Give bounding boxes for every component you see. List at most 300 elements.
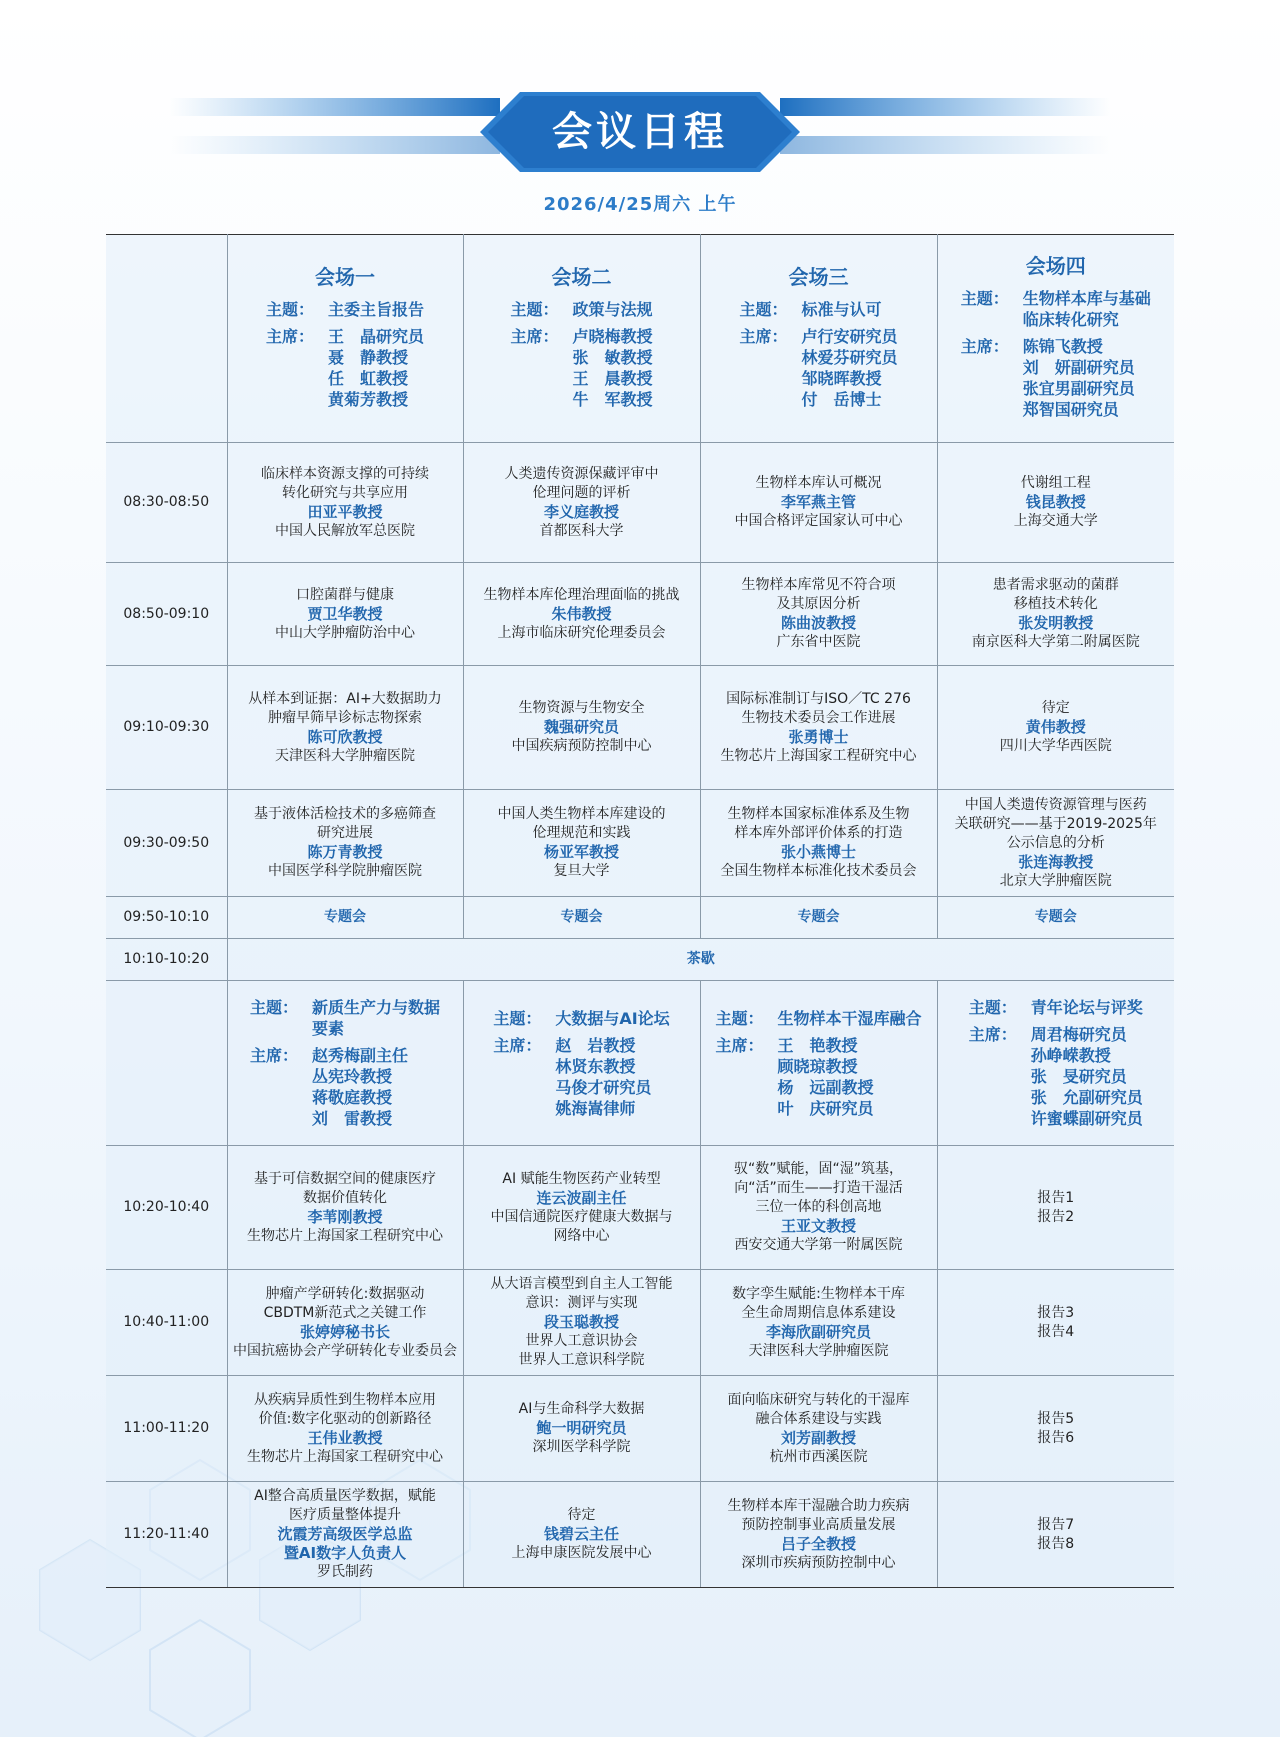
- chair-name: 杨 远副教授: [777, 1077, 874, 1097]
- talk-title: 数字孪生赋能:生物样本干库: [732, 1285, 905, 1302]
- chair-name: 王 艳教授: [777, 1035, 858, 1055]
- talk-title: 临床样本资源支撑的可持续: [261, 465, 429, 482]
- talk-title: 从疾病异质性到生物样本应用: [254, 1391, 436, 1408]
- time-slot: 10:40-11:00: [106, 1270, 227, 1376]
- talk-cell: [937, 1146, 1174, 1270]
- chair-label: 主席：: [510, 326, 559, 346]
- talk-title: 生物样本库认可概况: [755, 475, 882, 491]
- report-item: 报告3: [1037, 1304, 1075, 1321]
- talk-organization: 天津医科大学肿瘤医院: [275, 747, 415, 764]
- talk-title: 全生命周期信息体系建设: [741, 1304, 896, 1321]
- talk-info: [703, 1285, 935, 1361]
- theme-label: 主题：: [493, 1008, 542, 1028]
- chair-name: 张 敏教授: [572, 347, 653, 367]
- special-session-label: 专题会: [227, 897, 463, 939]
- theme-label: 主题：: [968, 998, 1017, 1017]
- talk-title: 公示信息的分析: [1006, 834, 1105, 851]
- chair-name: 卢晓梅教授: [572, 326, 653, 346]
- talk-cell: [463, 1482, 700, 1588]
- chair-name: 张 旻研究员: [1030, 1067, 1127, 1086]
- chair-name: 刘 雷教授: [311, 1109, 392, 1128]
- venue-chairs: [493, 1035, 669, 1119]
- talk-speaker: 田亚平教授: [307, 502, 383, 521]
- talk-title: CBDTM新范式之关键工作: [263, 1304, 427, 1321]
- talk-cell: [700, 1376, 937, 1482]
- chair-label: 主席：: [960, 337, 1009, 356]
- chair-name: 刘 妍副研究员: [1022, 358, 1135, 377]
- talk-info: [703, 805, 935, 881]
- venue-header-row: [106, 235, 1174, 443]
- schedule-row: [106, 1270, 1174, 1376]
- talk-title: 伦理问题的评析: [532, 484, 631, 501]
- venue-header-cell: [937, 981, 1174, 1146]
- talk-info: [230, 805, 461, 881]
- chair-label: 主席：: [715, 1035, 764, 1055]
- talk-organization: 世界人工意识协会: [525, 1333, 638, 1349]
- theme-line: 大数据与AI论坛: [555, 1008, 670, 1028]
- special-session-row: [106, 897, 1174, 939]
- talk-cell: [227, 1146, 463, 1270]
- talk-info: [466, 1275, 698, 1370]
- chair-name: 林贤东教授: [555, 1056, 636, 1076]
- theme-text: [555, 1008, 669, 1029]
- talk-title: 生物样本库伦理治理面临的挑战: [483, 586, 680, 603]
- venue-name: 会场一: [315, 264, 375, 289]
- talk-organization: 网络中心: [553, 1227, 610, 1244]
- report-list: [940, 1516, 1173, 1554]
- talk-title: 转化研究与共享应用: [282, 484, 408, 501]
- talk-speaker: 杨亚军教授: [543, 843, 619, 861]
- talk-speaker: 张勇博士: [788, 727, 849, 746]
- talk-info: [466, 805, 698, 881]
- talk-cell: [463, 443, 700, 563]
- talk-organization: 杭州市西溪医院: [769, 1448, 868, 1465]
- talk-title: 口腔菌群与健康: [296, 586, 394, 603]
- talk-title: 基于液体活检技术的多癌筛查: [254, 806, 436, 822]
- talk-title: 研究进展: [317, 825, 373, 841]
- talk-speaker: 李海欣副研究员: [765, 1322, 871, 1341]
- theme-text: [1031, 997, 1143, 1018]
- theme-line: 标准与认可: [801, 299, 882, 319]
- chair-name: 姚海嵩律师: [555, 1098, 636, 1118]
- talk-info: [466, 1400, 698, 1457]
- talk-info: [230, 1487, 461, 1582]
- talk-organization: 深圳医学科学院: [532, 1439, 631, 1455]
- talk-info: [940, 699, 1173, 756]
- talk-cell: [463, 1376, 700, 1482]
- chair-name: 孙峥嵘教授: [1030, 1046, 1111, 1065]
- talk-info: [466, 1506, 698, 1563]
- page-title: 会议日程: [552, 109, 728, 155]
- theme-label: 主题：: [739, 299, 788, 319]
- venue-chairs: [250, 1045, 440, 1129]
- chair-name: 聂 静教授: [327, 347, 408, 367]
- talk-speaker: 刘芳副教授: [780, 1428, 856, 1447]
- talk-title: AI整合高质量医学数据，赋能: [254, 1488, 436, 1504]
- talk-organization: 复旦大学: [553, 863, 610, 879]
- talk-title: 医疗质量整体提升: [289, 1507, 401, 1523]
- talk-title: 中国人类遗传资源管理与医药: [964, 796, 1147, 813]
- talk-info: [230, 1285, 461, 1361]
- venue-theme: [510, 299, 652, 320]
- talk-title: 样本库外部评价体系的打造: [734, 825, 903, 841]
- talk-title: 基于可信数据空间的健康医疗: [254, 1170, 436, 1187]
- venue-info: [266, 299, 424, 410]
- venue-info: [493, 1008, 669, 1119]
- talk-speaker: 陈万青教授: [307, 843, 383, 861]
- theme-label: 主题：: [265, 299, 314, 319]
- talk-cell: [700, 563, 937, 666]
- talk-title: 待定: [567, 1507, 596, 1523]
- report-list: [940, 1189, 1173, 1227]
- venue-chairs: [715, 1035, 921, 1119]
- talk-cell: [937, 563, 1174, 666]
- talk-title: 伦理规范和实践: [532, 825, 631, 841]
- schedule-table: [106, 234, 1174, 1588]
- venue-chairs: [510, 326, 652, 410]
- talk-cell: [463, 1270, 700, 1376]
- theme-text: [328, 299, 424, 320]
- theme-line: 青年论坛与评奖: [1030, 998, 1143, 1017]
- venue-header-cell: [227, 981, 463, 1146]
- talk-info: [940, 796, 1173, 891]
- talk-title: 患者需求驱动的菌群: [992, 577, 1119, 593]
- chair-name: 蒋敬庭教授: [311, 1088, 392, 1107]
- report-list: [940, 1410, 1173, 1448]
- chair-list: [328, 326, 424, 410]
- venue-theme: [250, 997, 440, 1039]
- time-cell-empty: [106, 981, 227, 1146]
- talk-organization: 首都医科大学: [539, 522, 624, 539]
- talk-cell: [937, 666, 1174, 790]
- talk-speaker: 段玉聪教授: [543, 1313, 619, 1331]
- report-list: [940, 1304, 1173, 1342]
- talk-title: AI与生命科学大数据: [518, 1401, 645, 1417]
- chair-label: 主席：: [493, 1035, 542, 1055]
- talk-title: 人类遗传资源保藏评审中: [504, 465, 659, 482]
- talk-title: 向“活”而生——打造干湿活: [734, 1180, 903, 1196]
- talk-info: [703, 474, 935, 531]
- chair-name: 赵秀梅副主任: [311, 1046, 408, 1065]
- theme-text: [572, 299, 652, 320]
- talk-speaker: 陈可欣教授: [307, 727, 383, 746]
- talk-title: 关联研究——基于2019-2025年: [954, 815, 1157, 832]
- talk-speaker: 李军燕主管: [780, 493, 856, 511]
- talk-cell: [227, 1482, 463, 1588]
- talk-speaker: 连云波副主任: [536, 1188, 627, 1207]
- talk-cell: [227, 1376, 463, 1482]
- talk-title: 数据价值转化: [303, 1189, 387, 1206]
- chair-list: [1023, 336, 1135, 420]
- talk-organization: 广东省中医院: [776, 634, 861, 650]
- talk-cell: [700, 1146, 937, 1270]
- report-item: 报告7: [1037, 1516, 1075, 1533]
- talk-info: [703, 1160, 935, 1255]
- chair-name: 张宜男副研究员: [1022, 379, 1135, 398]
- talk-cell: [700, 1482, 937, 1588]
- talk-organization: 中国合格评定国家认可中心: [734, 513, 903, 529]
- venue-header-cell: [700, 235, 937, 443]
- venue-header-cell: [700, 981, 937, 1146]
- venue-info: [250, 997, 440, 1129]
- chair-name: 陈锦飞教授: [1022, 337, 1103, 356]
- report-item: 报告5: [1037, 1410, 1075, 1427]
- theme-text: [1023, 288, 1151, 330]
- venue-header-cell: [463, 235, 700, 443]
- talk-speaker: 魏强研究员: [543, 718, 619, 736]
- schedule-row: [106, 1482, 1174, 1588]
- talk-info: [230, 1391, 461, 1467]
- talk-title: 面向临床研究与转化的干湿库: [727, 1391, 910, 1408]
- special-session-label: 专题会: [937, 897, 1174, 939]
- talk-info: [703, 1497, 935, 1573]
- talk-info: [230, 586, 461, 643]
- schedule-row: [106, 666, 1174, 790]
- theme-line: 要素: [311, 1019, 344, 1038]
- talk-cell: [463, 563, 700, 666]
- talk-speaker: 吕子全教授: [780, 1534, 856, 1553]
- talk-organization: 天津医科大学肿瘤医院: [748, 1342, 889, 1359]
- venue-info: [961, 288, 1151, 420]
- chair-name: 王 晨教授: [572, 368, 653, 388]
- theme-label: 主题：: [510, 299, 559, 319]
- talk-title: 预防控制事业高质量发展: [741, 1516, 896, 1533]
- talk-speaker: 钱昆教授: [1025, 493, 1086, 511]
- theme-label: 主题：: [960, 289, 1009, 308]
- talk-title: 驭“数”赋能，固“湿”筑基，: [733, 1161, 903, 1177]
- talk-speaker: 沈霞芳高级医学总监: [277, 1525, 413, 1543]
- chair-name: 卢行安研究员: [801, 326, 898, 346]
- chair-name: 邹晓晖教授: [801, 368, 882, 388]
- venue-theme: [961, 288, 1151, 330]
- talk-cell: [937, 1376, 1174, 1482]
- chair-name: 许蜜蝶副研究员: [1030, 1109, 1143, 1128]
- talk-title: 生物样本国家标准体系及生物: [727, 806, 910, 822]
- theme-text: [312, 997, 440, 1039]
- talk-speaker: 李苇刚教授: [307, 1207, 383, 1226]
- report-item: 报告4: [1037, 1323, 1075, 1340]
- talk-info: [703, 690, 935, 766]
- talk-speaker: 鲍一明研究员: [536, 1419, 627, 1437]
- talk-speaker: 李义庭教授: [543, 502, 619, 521]
- chair-name: 任 虹教授: [327, 368, 408, 388]
- chair-name: 付 岳博士: [801, 389, 882, 409]
- talk-title: 生物样本库干湿融合助力疾病: [727, 1497, 910, 1514]
- schedule-row: [106, 1146, 1174, 1270]
- talk-info: [940, 576, 1173, 652]
- talk-cell: [700, 666, 937, 790]
- chair-name: 林爱芬研究员: [801, 347, 898, 367]
- theme-line: 主委主旨报告: [327, 299, 424, 319]
- venue-name: 会场三: [788, 264, 849, 289]
- talk-organization: 四川大学华西医院: [999, 738, 1112, 754]
- chair-name: 郑智国研究员: [1022, 400, 1119, 419]
- talk-info: [940, 474, 1173, 531]
- talk-organization: 中国疾病预防控制中心: [511, 738, 652, 754]
- talk-cell: [937, 443, 1174, 563]
- talk-title: AI 赋能生物医药产业转型: [502, 1170, 661, 1187]
- talk-info: [703, 576, 935, 652]
- venue-chairs: [266, 326, 424, 410]
- schedule-row: [106, 563, 1174, 666]
- chair-list: [555, 1035, 651, 1119]
- theme-label: 主题：: [249, 998, 298, 1017]
- chair-name: 马俊才研究员: [555, 1077, 652, 1097]
- time-slot: 11:20-11:40: [106, 1482, 227, 1588]
- talk-speaker: 王亚文教授: [780, 1217, 856, 1235]
- schedule-row: [106, 1376, 1174, 1482]
- talk-title: 融合体系建设与实践: [755, 1410, 882, 1427]
- talk-info: [230, 465, 461, 541]
- chair-label: 主席：: [968, 1025, 1017, 1044]
- time-slot: 09:30-09:50: [106, 790, 227, 897]
- venue-info: [510, 299, 652, 410]
- talk-cell: [937, 1270, 1174, 1376]
- venue-header-cell: [463, 981, 700, 1146]
- talk-info: [466, 586, 698, 643]
- talk-title: 意识：测评与实现: [525, 1295, 638, 1311]
- talk-title: 从样本到证据：AI+大数据助力: [248, 690, 442, 707]
- time-slot: 09:50-10:10: [106, 897, 227, 939]
- venue-chairs: [739, 326, 897, 410]
- talk-organization: 生物芯片上海国家工程研究中心: [247, 1227, 443, 1244]
- theme-line: 生物样本干湿库融合: [777, 1008, 922, 1028]
- talk-speaker: 王伟业教授: [307, 1428, 383, 1447]
- break-label: 茶歇: [227, 939, 1174, 981]
- talk-title: 待定: [1041, 700, 1070, 716]
- theme-line: 新质生产力与数据: [311, 998, 440, 1017]
- talk-organization: 罗氏制药: [317, 1564, 373, 1580]
- talk-organization: 中国抗癌协会产学研转化专业委员会: [233, 1342, 457, 1359]
- chair-list: [777, 1035, 873, 1119]
- talk-cell: [227, 443, 463, 563]
- talk-cell: [700, 790, 937, 897]
- chair-name: 张 允副研究员: [1030, 1088, 1143, 1107]
- talk-title: 中国人类生物样本库建设的: [497, 806, 666, 822]
- talk-speaker: 张连海教授: [1018, 852, 1094, 871]
- talk-info: [703, 1391, 935, 1467]
- talk-organization: 深圳市疾病预防控制中心: [741, 1554, 896, 1571]
- venue-theme: [493, 1008, 669, 1029]
- time-slot: 08:50-09:10: [106, 563, 227, 666]
- chair-name: 顾晓琼教授: [777, 1056, 858, 1076]
- venue-info: [715, 1008, 921, 1119]
- chair-name: 王 晶研究员: [327, 326, 424, 346]
- venue-header-cell: [227, 235, 463, 443]
- chair-name: 牛 军教授: [572, 389, 653, 409]
- talk-cell: [227, 1270, 463, 1376]
- venue-header-cell: [937, 235, 1174, 443]
- talk-info: [466, 465, 698, 541]
- talk-info: [230, 690, 461, 766]
- chair-list: [1031, 1024, 1143, 1129]
- time-slot: 09:10-09:30: [106, 666, 227, 790]
- talk-title: 移植技术转化: [1013, 596, 1098, 612]
- venue-theme: [739, 299, 897, 320]
- talk-cell: [937, 790, 1174, 897]
- talk-title: 代谢组工程: [1020, 475, 1091, 491]
- theme-line: 政策与法规: [572, 299, 653, 319]
- break-row: [106, 939, 1174, 981]
- time-slot: 08:30-08:50: [106, 443, 227, 563]
- talk-organization: 中国信通院医疗健康大数据与: [490, 1208, 673, 1225]
- talk-cell: [937, 1482, 1174, 1588]
- chair-label: 主席：: [739, 326, 788, 346]
- talk-organization: 北京大学肿瘤医院: [999, 872, 1112, 889]
- talk-cell: [700, 1270, 937, 1376]
- talk-info: [230, 1170, 461, 1246]
- talk-title: 生物样本库常见不符合项: [741, 577, 896, 593]
- talk-speaker: 贾卫华教授: [307, 604, 383, 623]
- talk-organization: 上海申康医院发展中心: [511, 1545, 652, 1561]
- schedule-row: [106, 790, 1174, 897]
- talk-title: 肿瘤产学研转化:数据驱动: [265, 1285, 425, 1302]
- talk-cell: [227, 666, 463, 790]
- time-slot: 10:10-10:20: [106, 939, 227, 981]
- talk-speaker: 钱碧云主任: [543, 1525, 619, 1543]
- talk-cell: [463, 790, 700, 897]
- chair-name: 黄菊芳教授: [327, 389, 408, 409]
- talk-speaker: 陈曲波教授: [780, 614, 856, 632]
- venue-name: 会场二: [551, 264, 612, 289]
- talk-organization: 中国人民解放军总医院: [275, 522, 415, 539]
- talk-organization: 南京医科大学第二附属医院: [971, 634, 1140, 650]
- chair-label: 主席：: [249, 1046, 298, 1065]
- time-slot: 10:20-10:40: [106, 1146, 227, 1270]
- report-item: 报告1: [1037, 1189, 1075, 1206]
- special-session-label: 专题会: [700, 897, 937, 939]
- chair-list: [572, 326, 652, 410]
- talk-speaker: 张发明教授: [1018, 614, 1094, 632]
- talk-organization: 上海交通大学: [1013, 513, 1098, 529]
- talk-organization: 中山大学肿瘤防治中心: [275, 624, 415, 641]
- venue-theme: [969, 997, 1143, 1018]
- talk-organization: 中国医学科学院肿瘤医院: [268, 863, 422, 879]
- schedule-row: [106, 443, 1174, 563]
- venue-chairs: [961, 336, 1151, 420]
- talk-title: 生物技术委员会工作进展: [741, 709, 896, 726]
- special-session-label: 专题会: [463, 897, 700, 939]
- venue-theme: [266, 299, 424, 320]
- talk-speaker-title: 暨AI数字人负责人: [283, 1544, 407, 1562]
- report-item: 报告6: [1037, 1429, 1075, 1446]
- chair-name: 丛宪玲教授: [311, 1067, 392, 1086]
- talk-title: 肿瘤早筛早诊标志物探索: [268, 709, 422, 726]
- talk-cell: [700, 443, 937, 563]
- schedule-date: 2026/4/25周六 上午: [543, 194, 737, 215]
- report-item: 报告8: [1037, 1535, 1075, 1552]
- talk-organization: 全国生物样本标准化技术委员会: [720, 863, 917, 879]
- talk-speaker: 黄伟教授: [1025, 718, 1086, 736]
- talk-cell: [227, 563, 463, 666]
- chair-list: [801, 326, 897, 410]
- talk-organization: 世界人工意识科学院: [518, 1352, 645, 1368]
- talk-info: [466, 1170, 698, 1246]
- time-slot: 11:00-11:20: [106, 1376, 227, 1482]
- theme-line: 临床转化研究: [1022, 310, 1119, 329]
- chair-list: [312, 1045, 408, 1129]
- talk-organization: 生物芯片上海国家工程研究中心: [247, 1448, 443, 1465]
- venue-name: 会场四: [1025, 254, 1086, 278]
- time-cell-empty: [106, 235, 227, 443]
- report-item: 报告2: [1037, 1208, 1075, 1225]
- talk-organization: 上海市临床研究伦理委员会: [497, 624, 666, 641]
- venue-info: [969, 997, 1143, 1129]
- talk-title: 生物资源与生物安全: [518, 700, 645, 716]
- venue-header-row: [106, 981, 1174, 1146]
- talk-speaker: 朱伟教授: [551, 604, 612, 623]
- theme-label: 主题：: [715, 1008, 764, 1028]
